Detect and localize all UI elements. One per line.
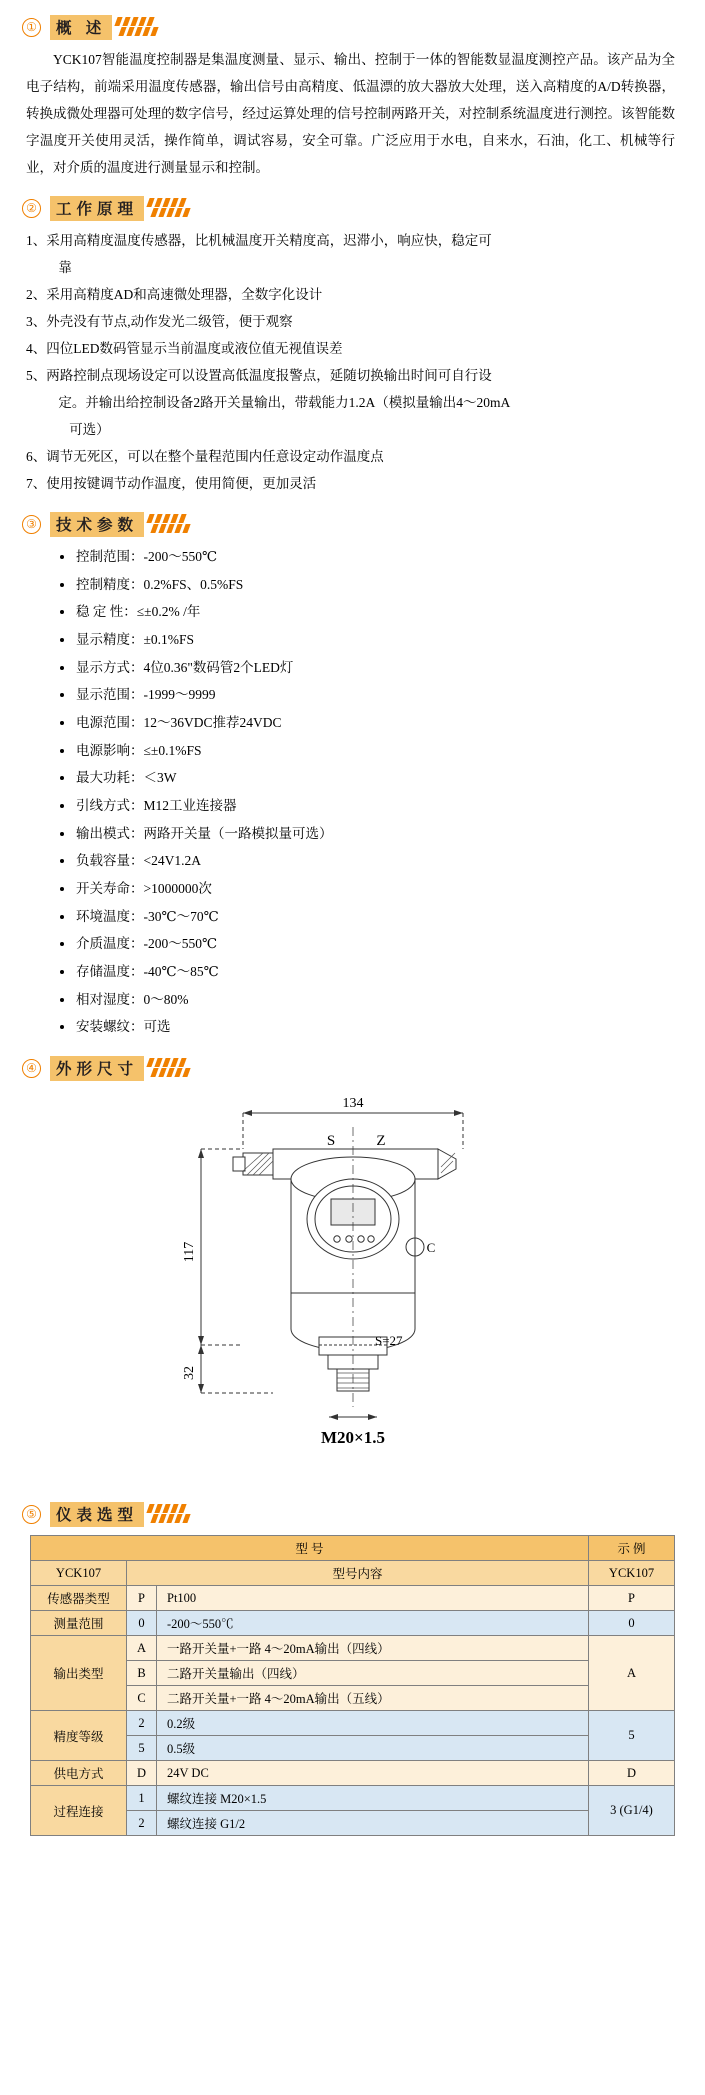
spec-label: 稳 定 性： [76, 604, 137, 620]
table-row [31, 1586, 675, 1611]
spec-value: -200～550℃ [143, 936, 218, 952]
cell-code: A [127, 1636, 157, 1661]
cell-desc: -200～550℃ [157, 1611, 589, 1636]
cell-name: 供电方式 [31, 1761, 127, 1786]
spec-value: -200～550℃ [143, 549, 218, 564]
spec-label: 存储温度： [76, 964, 144, 980]
spec-value: -30℃～70℃ [143, 908, 219, 924]
section-title: 概 述 [50, 15, 112, 40]
item-number: 3、 [26, 314, 47, 329]
cell-desc: 二路开关量输出（四线） [157, 1661, 589, 1686]
cell-example: 0 [589, 1611, 675, 1636]
cell-desc: 二路开关量+一路 4～20mA输出（五线） [157, 1686, 589, 1711]
item-text: 采用高精度温度传感器，比机械温度开关精度高，迟滞小，响应快，稳定可 [46, 233, 492, 248]
cell-example: 3 (G1/4) [589, 1786, 675, 1836]
list-item [58, 681, 705, 709]
list-item [58, 543, 705, 571]
decor-stripes-icon [146, 197, 200, 219]
spec-value: 可选 [143, 1019, 171, 1035]
item-number: 4、 [26, 341, 47, 356]
item-text: 四位LED数码管显示当前温度或液位值无视值误差 [46, 341, 343, 356]
item-text: 使用按键调节动作温度，使用简便，更加灵活 [46, 476, 317, 491]
section-title: 工作原理 [50, 196, 144, 221]
dimension-drawing [0, 1087, 705, 1487]
cell-name: 精度等级 [31, 1711, 127, 1761]
item-subline: 靠 [58, 260, 72, 275]
list-item [58, 903, 705, 931]
cell-example: D [589, 1761, 675, 1786]
list-item [58, 598, 705, 626]
cell-code: 5 [127, 1736, 157, 1761]
section-heading-principle [22, 195, 705, 221]
list-item [58, 986, 705, 1014]
spec-label: 控制精度： [76, 576, 144, 592]
table-row [31, 1811, 675, 1836]
cell-code: 1 [127, 1786, 157, 1811]
cell-name: YCK107 [31, 1561, 127, 1586]
spec-label: 显示范围： [76, 687, 144, 703]
label-s: S [326, 1133, 335, 1150]
list-item [26, 362, 675, 443]
list-item [58, 709, 705, 737]
spec-value: ≤±0.2% /年 [136, 604, 201, 620]
cell-desc: 0.5级 [157, 1736, 589, 1761]
decor-stripes-icon [146, 1057, 200, 1079]
list-item [58, 654, 705, 682]
spec-label: 介质温度： [76, 936, 144, 952]
item-number: 7、 [26, 476, 47, 491]
decor-stripes-icon [146, 1503, 200, 1525]
cell-name: 输出类型 [31, 1636, 127, 1711]
spec-label: 负载容量： [76, 853, 144, 869]
datasheet-page [0, 14, 705, 1856]
cell-name: 传感器类型 [31, 1586, 127, 1611]
table-row [31, 1561, 675, 1586]
dimension-hex-label: S=27 [374, 1333, 403, 1349]
spec-value: -1999～9999 [143, 687, 216, 703]
table-row [31, 1736, 675, 1761]
spec-value: ＜3W [143, 770, 177, 786]
table-row [31, 1686, 675, 1711]
cell-desc: 螺纹连接 M20×1.5 [157, 1786, 589, 1811]
cell-code: 2 [127, 1711, 157, 1736]
header-example: 示 例 [589, 1536, 675, 1561]
cell-desc: 0.2级 [157, 1711, 589, 1736]
decor-stripes-icon [146, 513, 200, 535]
list-item [58, 958, 705, 986]
spec-value: 0～80% [143, 991, 189, 1007]
spec-label: 电源影响： [76, 742, 144, 758]
list-item [58, 792, 705, 820]
list-item [58, 1013, 705, 1041]
cell-code: 0 [127, 1611, 157, 1636]
item-text: 两路控制点现场设定可以设置高低温度报警点，延随切换输出时间可自行设 [46, 368, 492, 383]
section-number-icon: ② [22, 199, 41, 218]
spec-label: 电源范围： [76, 715, 144, 731]
item-text: 外壳没有节点,动作发光二级管，便于观察 [46, 314, 293, 329]
section-heading-overview [22, 14, 705, 40]
item-subline: 定。并输出给控制设备2路开关量输出，带载能力1.2A（模拟量输出4～20mA [58, 395, 511, 410]
cell-name: 过程连接 [31, 1786, 127, 1836]
spec-label: 输出模式： [76, 825, 144, 841]
cell-desc: 一路开关量+一路 4～20mA输出（四线） [157, 1636, 589, 1661]
table-row [31, 1761, 675, 1786]
item-number: 2、 [26, 287, 47, 302]
spec-value: 两路开关量（一路模拟量可选） [143, 825, 333, 841]
list-item [58, 875, 705, 903]
list-item [58, 820, 705, 848]
spec-value: 4位0.36"数码管2个LED灯 [143, 659, 294, 675]
spec-label: 安装螺纹： [76, 1019, 144, 1035]
section-number-icon: ① [22, 18, 41, 37]
spec-value: 12～36VDC推荐24VDC [143, 715, 282, 731]
section-title: 外形尺寸 [50, 1056, 144, 1081]
item-number: 1、 [26, 233, 47, 248]
spec-value: >1000000次 [143, 881, 212, 897]
spec-value: ±0.1%FS [143, 632, 195, 648]
label-z: Z [375, 1133, 386, 1150]
list-item [58, 847, 705, 875]
spec-label: 最大功耗： [76, 770, 144, 786]
table-header-row [31, 1536, 675, 1561]
item-text: 采用高精度AD和高速微处理器，全数字化设计 [46, 287, 323, 302]
list-item [26, 335, 675, 362]
item-number: 6、 [26, 449, 47, 464]
list-item [58, 626, 705, 654]
list-item [58, 764, 705, 792]
table-row [31, 1661, 675, 1686]
cell-example: 5 [589, 1711, 675, 1761]
spec-value: 0.2%FS、0.5%FS [143, 576, 244, 592]
cell-example: YCK107 [589, 1561, 675, 1586]
spec-label: 环境温度： [76, 908, 144, 924]
model-selection-table [30, 1535, 675, 1836]
list-item [26, 470, 675, 497]
item-text: 调节无死区，可以在整个量程范围内任意设定动作温度点 [46, 449, 384, 464]
section-number-icon: ③ [22, 515, 41, 534]
spec-label: 相对湿度： [76, 991, 144, 1007]
cell-desc: Pt100 [157, 1586, 589, 1611]
cell-code: 2 [127, 1811, 157, 1836]
cell-code: C [127, 1686, 157, 1711]
cell-code: B [127, 1661, 157, 1686]
list-item [58, 571, 705, 599]
item-subline-2: 可选） [69, 422, 110, 437]
spec-label: 控制范围： [76, 549, 144, 564]
dimension-height-label: 117 [181, 1241, 197, 1263]
header-model: 型 号 [31, 1536, 589, 1561]
cell-code: D [127, 1761, 157, 1786]
section-heading-dimensions [22, 1055, 705, 1081]
spec-value: M12工业连接器 [143, 798, 237, 814]
dimension-thread-label: M20×1.5 [320, 1428, 385, 1448]
item-number: 5、 [26, 368, 47, 383]
spec-label: 显示方式： [76, 659, 144, 675]
list-item [26, 227, 675, 281]
list-item [26, 308, 675, 335]
decor-stripes-icon [114, 16, 168, 38]
spec-list [58, 543, 705, 1041]
table-row [31, 1711, 675, 1736]
list-item [26, 443, 675, 470]
spec-label: 显示精度： [76, 632, 144, 648]
cell-desc: 24V DC [157, 1761, 589, 1786]
dimension-width-label: 134 [342, 1096, 363, 1112]
cell-example: P [589, 1586, 675, 1611]
section-heading-specs [22, 511, 705, 537]
spec-value: ≤±0.1%FS [143, 742, 202, 758]
section-title: 技术参数 [50, 512, 144, 537]
dimension-base-label: 32 [181, 1366, 197, 1381]
spec-label: 开关寿命： [76, 881, 144, 897]
label-c: C [426, 1240, 435, 1256]
section-title: 仪表选型 [50, 1502, 144, 1527]
list-item [26, 281, 675, 308]
cell-desc: 型号内容 [127, 1561, 589, 1586]
section-number-icon: ⑤ [22, 1505, 41, 1524]
product-outline-svg [123, 1087, 583, 1487]
spec-value: -40℃～85℃ [143, 964, 219, 980]
cell-example: A [589, 1636, 675, 1711]
table-row [31, 1636, 675, 1661]
spec-label: 引线方式： [76, 798, 144, 814]
cell-code: P [127, 1586, 157, 1611]
table-row [31, 1611, 675, 1636]
spec-value: <24V1.2A [143, 853, 201, 869]
section-number-icon: ④ [22, 1059, 41, 1078]
section-heading-model-selection [22, 1501, 705, 1527]
table-row [31, 1786, 675, 1811]
overview-paragraph: YCK107智能温度控制器是集温度测量、显示、输出、控制于一体的智能数显温度测控产品。该产品为全电子结构，前端采用温度传感器，输出信号由高精度、低温漂的放大器放大处理，送入高精度的A/D转换器，转换成微处理器可处理的数字信号，经过运算处理的信号控制两路开关，对控制系统温度进行测控。该智能数字温度开关使用灵活，操作简单，调试容易，安全可靠。广泛应用于水电，自来水，石油，化工、机械等行业，对介质的温度进行测量显示和控制。 [26, 52, 675, 175]
list-item [58, 737, 705, 765]
principle-list [26, 227, 675, 497]
cell-name: 测量范围 [31, 1611, 127, 1636]
list-item [58, 930, 705, 958]
cell-desc: 螺纹连接 G1/2 [157, 1811, 589, 1836]
